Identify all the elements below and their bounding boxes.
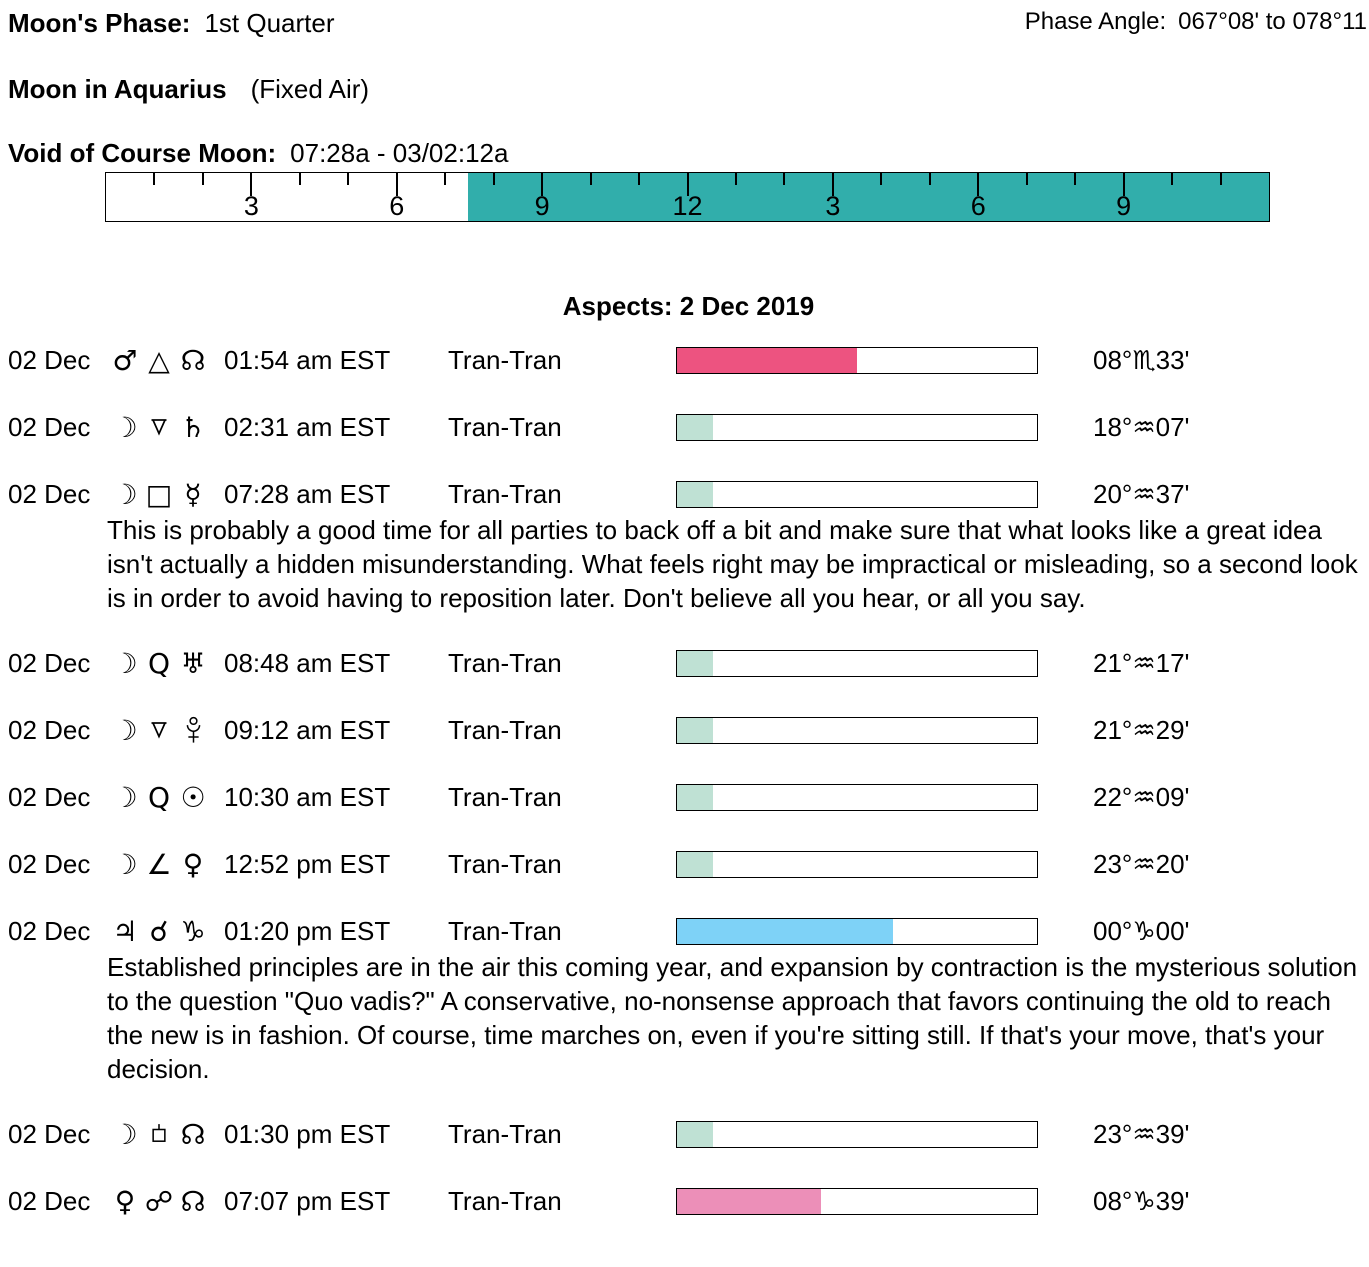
aspect-row [8, 713, 1369, 747]
saturn-icon: ♄ [180, 410, 206, 444]
north-node-icon: ☊ [180, 343, 206, 377]
orb-progress-bar [676, 481, 1038, 508]
aspect-position: 08°♑39' [1093, 1185, 1190, 1216]
aspect-position: 21°♒29' [1093, 714, 1190, 745]
semisextile-icon [142, 720, 176, 740]
orb-progress-fill [677, 415, 713, 440]
aspect-row [8, 343, 1369, 377]
conjunction-icon: ☌ [149, 914, 169, 948]
void-of-course-ruler [105, 172, 1270, 222]
aspect-type: Tran-Tran [448, 647, 562, 678]
hour-label: 9 [1116, 191, 1132, 221]
aspect-time: 01:54 am EST [224, 344, 391, 375]
aspect-row [8, 477, 1369, 511]
opposition-icon: ☍ [144, 1184, 174, 1218]
jupiter-icon: ♃ [112, 914, 138, 948]
aspect-time: 02:31 am EST [224, 411, 391, 442]
aspect-date: 02 Dec [8, 1185, 91, 1216]
phase-angle-label: Phase Angle: [1024, 8, 1167, 35]
aspect-date: 02 Dec [8, 1118, 91, 1149]
hour-tick [880, 173, 882, 185]
aspect-date: 02 Dec [8, 781, 91, 812]
aspect-time: 10:30 am EST [224, 781, 391, 812]
orb-progress-bar [676, 414, 1038, 441]
aspect-position: 00°♑00' [1093, 915, 1190, 946]
aspect-date: 02 Dec [8, 647, 91, 678]
aspect-type: Tran-Tran [448, 781, 562, 812]
aspect-note: This is probably a good time for all parties to back off a bit and make sure that what looks like a great idea isn't actually a hidden misunderstanding. What feels right may be impractical or misleading, so a second look is in order to avoid having to reposition later. Don't believe all you hear, or all you say. [107, 515, 1358, 613]
aspect-time: 07:28 am EST [224, 478, 391, 509]
aspect-time: 01:20 pm EST [224, 915, 391, 946]
sesquiquadrate-icon [142, 1123, 176, 1145]
aspect-glyphs [108, 1185, 224, 1218]
aspect-position: 21°♒17' [1093, 647, 1190, 678]
moon-sign-label: Moon in Aquarius [8, 73, 227, 104]
orb-progress-fill [677, 852, 713, 877]
aspect-type: Tran-Tran [448, 478, 562, 509]
hour-tick [590, 173, 592, 185]
orb-progress-bar [676, 1188, 1038, 1215]
mercury-icon: ☿ [184, 477, 202, 511]
square-icon: □ [145, 477, 173, 511]
hour-label: 6 [389, 191, 405, 221]
aspect-glyphs [108, 781, 224, 814]
hour-tick [929, 173, 931, 185]
aspect-type: Tran-Tran [448, 1118, 562, 1149]
aspect-note: Established principles are in the air this coming year, and expansion by contraction is the mysterious solution to the question "Quo vadis?" A conservative, no-nonsense approach that favors continuing the old to reach the new is in fashion. Of course, time marches on, even if you're sitting still. If that's your move, that's your decision. [107, 952, 1358, 1084]
aspect-row [8, 914, 1369, 948]
orb-progress-bar [676, 650, 1038, 677]
aspect-type: Tran-Tran [448, 714, 562, 745]
aspect-glyphs [108, 915, 224, 948]
aspect-position: 22°♒09' [1093, 781, 1190, 812]
orb-progress-fill [677, 1189, 821, 1214]
aspect-time: 09:12 am EST [224, 714, 391, 745]
aspect-date: 02 Dec [8, 478, 91, 509]
aspect-type: Tran-Tran [448, 848, 562, 879]
void-period-shade [468, 173, 1269, 221]
hour-label: 9 [534, 191, 550, 221]
moon-icon: ☽ [112, 713, 138, 747]
aspect-glyphs [108, 1118, 224, 1151]
orb-progress-fill [677, 785, 713, 810]
orb-progress-bar [676, 347, 1038, 374]
hour-tick [1171, 173, 1173, 185]
aspect-row [8, 1117, 1369, 1151]
orb-progress-bar [676, 717, 1038, 744]
aspect-date: 02 Dec [8, 411, 91, 442]
aspect-time: 08:48 am EST [224, 647, 391, 678]
sun-icon: ☉ [180, 780, 206, 814]
aspect-position: 23°♒20' [1093, 848, 1190, 879]
aspect-date: 02 Dec [8, 848, 91, 879]
aspect-position: 08°♏33' [1093, 344, 1190, 375]
hour-label: 6 [970, 191, 986, 221]
aspect-glyphs [108, 848, 224, 881]
aspect-time: 01:30 pm EST [224, 1118, 391, 1149]
pluto-icon [176, 716, 210, 744]
orb-progress-fill [677, 919, 893, 944]
void-of-course-line [8, 136, 1369, 170]
hour-label: 3 [243, 191, 259, 221]
void-of-course-value: 07:28a - 03/02:12a [290, 137, 509, 168]
hour-tick [444, 173, 446, 185]
orb-progress-bar [676, 851, 1038, 878]
semisextile-icon [142, 417, 176, 437]
aspect-glyphs [108, 411, 224, 444]
aspect-row [8, 646, 1369, 680]
venus-icon: ♀ [182, 847, 204, 881]
hour-tick [347, 173, 349, 185]
orb-progress-fill [677, 718, 713, 743]
aspect-time: 07:07 pm EST [224, 1185, 391, 1216]
aspect-row [8, 1184, 1369, 1218]
uranus-icon: ♅ [180, 646, 206, 680]
moon-icon: ☽ [112, 646, 138, 680]
aspect-type: Tran-Tran [448, 411, 562, 442]
north-node-icon: ☊ [180, 1117, 206, 1151]
phase-angle [1025, 8, 1367, 36]
phase-angle-value: 067°08' to 078°11 [1178, 8, 1367, 35]
aspect-glyphs [108, 478, 224, 511]
moon-phase-value: 1st Quarter [204, 7, 335, 38]
moon-sign-note: (Fixed Air) [250, 73, 370, 104]
aspect-row [8, 410, 1369, 444]
moon-icon: ☽ [112, 410, 138, 444]
aspect-date: 02 Dec [8, 714, 91, 745]
void-of-course-label: Void of Course Moon: [8, 137, 277, 168]
orb-progress-fill [677, 482, 713, 507]
orb-progress-bar [676, 1121, 1038, 1148]
trine-icon: △ [148, 343, 170, 377]
hour-tick [1026, 173, 1028, 185]
aspect-type: Tran-Tran [448, 344, 562, 375]
aspect-position: 18°♒07' [1093, 411, 1190, 442]
hour-tick [153, 173, 155, 185]
capricorn-icon: ♑ [180, 914, 206, 948]
north-node-icon: ☊ [180, 1184, 206, 1218]
venus-icon: ♀ [114, 1184, 136, 1218]
orb-progress-bar [676, 918, 1038, 945]
aspect-type: Tran-Tran [448, 915, 562, 946]
moon-icon: ☽ [112, 847, 138, 881]
hour-tick [493, 173, 495, 185]
moon-phase-label: Moon's Phase: [8, 7, 191, 38]
hour-tick [1220, 173, 1222, 185]
aspect-row [8, 847, 1369, 881]
hour-tick [735, 173, 737, 185]
aspect-row [8, 780, 1369, 814]
orb-progress-fill [677, 651, 713, 676]
hour-tick [1074, 173, 1076, 185]
moon-icon: ☽ [112, 477, 138, 511]
aspect-glyphs [108, 647, 224, 680]
aspect-date: 02 Dec [8, 344, 91, 375]
quintile-icon: Q [147, 780, 171, 814]
aspect-position: 23°♒39' [1093, 1118, 1190, 1149]
orb-progress-bar [676, 784, 1038, 811]
moon-icon: ☽ [112, 1117, 138, 1151]
aspect-list [8, 343, 1369, 1218]
hour-tick [638, 173, 640, 185]
moon-sign-line [8, 72, 1369, 106]
semisquare-icon: ∠ [146, 847, 172, 881]
hour-label: 12 [672, 191, 703, 221]
aspect-glyphs [108, 714, 224, 747]
aspect-glyphs [108, 344, 224, 377]
aspect-position: 20°♒37' [1093, 478, 1190, 509]
orb-progress-fill [677, 348, 857, 373]
aspect-time: 12:52 pm EST [224, 848, 391, 879]
orb-progress-fill [677, 1122, 713, 1147]
hour-tick [299, 173, 301, 185]
aspects-title: Aspects: 2 Dec 2019 [562, 291, 815, 321]
moon-icon: ☽ [112, 780, 138, 814]
aspect-type: Tran-Tran [448, 1185, 562, 1216]
quintile-icon: Q [147, 646, 171, 680]
hour-tick [202, 173, 204, 185]
mars-icon: ♂ [112, 343, 138, 377]
hour-tick [783, 173, 785, 185]
hour-label: 3 [825, 191, 841, 221]
aspect-date: 02 Dec [8, 915, 91, 946]
